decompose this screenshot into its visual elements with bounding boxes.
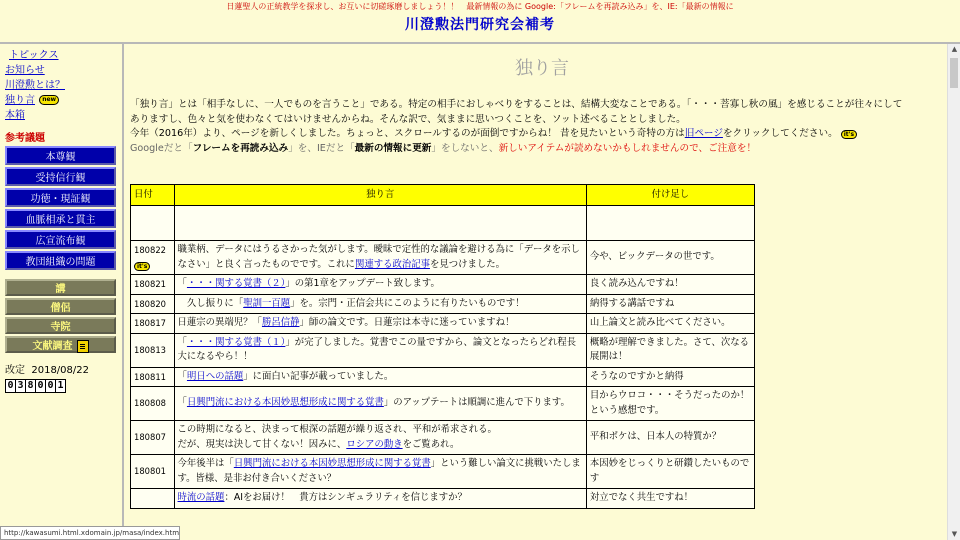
counter-digit: 1 — [55, 379, 66, 393]
row-date-value: 180817 — [134, 318, 166, 328]
nav-link-bookshelf[interactable]: 本箱 — [5, 110, 25, 121]
table-row — [131, 295, 754, 314]
intro-line-1: 「独り言」とは「相手なしに、一人でものを言うこと」である。特定の相手におしゃべりをすることは、結構大変なことである。「・・・菩寡し秋の風」を感じることが往々にして — [130, 99, 903, 110]
table-row — [131, 455, 754, 488]
intro-text — [130, 98, 944, 156]
revision-label: 改定 — [5, 365, 25, 376]
row-monologue — [175, 334, 586, 367]
row-text-tail: を見つけました。 — [429, 258, 505, 270]
row-text: 「 — [177, 397, 187, 409]
row-date-value: 180801 — [134, 466, 166, 477]
table-row — [131, 489, 754, 508]
table-row — [131, 241, 754, 274]
top-notice: 日蓮聖人の正統教学を探求し、お互いに切磋琢磨しましょう！！ 最新情報の為に Google:「フレームを再読み込み」を、IE:「最新の情報に — [226, 2, 734, 11]
row-text: 「 — [177, 278, 187, 289]
table-row — [131, 275, 754, 294]
counter-digit: 8 — [25, 379, 36, 393]
row-monologue — [175, 295, 586, 314]
row-addendum: 良く読み込んですね！ — [587, 275, 754, 294]
row-date — [131, 455, 174, 488]
scroll-down-icon[interactable]: ▼ — [951, 530, 958, 538]
nav-item-monologue — [0, 93, 122, 108]
row-text-tail: 」のアップテートは順調に進んで下ります。 — [383, 397, 570, 409]
row-text-tail: 」の第1章をアップデート致します。 — [285, 278, 440, 289]
table-row — [131, 334, 754, 367]
row-addendum: 山上論文と読み比べてください。 — [587, 314, 754, 333]
row-text: 久し振りに「 — [177, 297, 244, 309]
intro-line-3 — [130, 127, 944, 142]
row-date-value: 180822 — [134, 245, 166, 255]
row-text-tail: 」師の論文です。日蓮宗は本寺に迷っていますね！ — [299, 317, 515, 328]
gray-menu — [5, 279, 116, 353]
row-date-value: 180811 — [134, 371, 166, 382]
main-frame — [124, 44, 960, 540]
nav-link-monologue[interactable]: 独り言 — [5, 95, 35, 106]
row-monologue — [175, 387, 586, 420]
intro-warning: 新しいアイテムが読めないかもしれませんので、ご注意を！ — [498, 142, 757, 154]
topic-button-honzon[interactable]: 本尊観 — [5, 146, 116, 165]
topic-button-kechimyaku[interactable]: 血脈相承と貫主 — [5, 209, 116, 228]
literature-label: 文献調査 — [32, 341, 73, 352]
row-date — [131, 241, 174, 274]
row-text: 今年後半は「 — [177, 458, 234, 469]
row-monologue — [175, 421, 586, 454]
its-badge-icon: it's — [134, 262, 150, 271]
row-date-value: 180807 — [134, 432, 166, 443]
scroll-up-icon[interactable]: ▲ — [951, 45, 958, 53]
revision-date — [5, 361, 122, 376]
row-addendum: 平和ボケは、日本人の特質か？ — [587, 421, 754, 454]
table-row — [131, 368, 754, 387]
row-date — [131, 275, 174, 294]
row-text-tail: 」を。宗門・正信会共にこのように有りたいものです！ — [290, 297, 525, 309]
revision-date-value: 2018/08/22 — [31, 365, 89, 376]
row-monologue — [175, 368, 586, 387]
old-page-link[interactable]: 旧ページ — [684, 128, 723, 139]
row-article-link[interactable]: 日興門流における本因妙思想形成に関する覚書 — [186, 397, 384, 409]
topic-button-kosen-rufu[interactable]: 広宣流布観 — [5, 230, 116, 249]
column-header-addendum: 付け足し — [587, 185, 754, 205]
document-icon — [77, 340, 89, 353]
nav-link-about-kawasumi[interactable]: 川澄勲とは？ — [5, 80, 65, 91]
row-text-tail: 」という難しい論文に挑戦いたします。皆様、是非お付き合いください？ — [177, 458, 581, 484]
row-date — [131, 334, 174, 367]
status-bar-url: http://kawasumi.html.xdomain.jp/masa/index.htm — [0, 526, 180, 540]
menu-button-ko[interactable]: 講 — [5, 279, 116, 296]
row-monologue — [175, 455, 586, 488]
intro-google: Googleだと「 — [130, 142, 193, 154]
top-frame — [0, 0, 960, 44]
row-date-value: 180821 — [134, 279, 166, 289]
table-row — [131, 387, 754, 420]
its-badge-icon: it's — [841, 130, 857, 139]
row-date-value: 180808 — [134, 398, 166, 409]
intro-reload-frame: フレームを再読み込み — [192, 142, 289, 154]
row-addendum: 対立でなく共生ですね！ — [587, 489, 754, 508]
row-article-link[interactable]: ・・・関する覚書（２） — [186, 278, 286, 289]
row-addendum: 本因妙をじっくりと研鑽したいものです — [587, 455, 754, 488]
row-date — [131, 387, 174, 420]
intro-otherwise: 」をしないと、 — [431, 142, 499, 154]
table-row-blank — [131, 206, 754, 240]
row-addendum: 今や、ビックデータの世です。 — [587, 241, 754, 274]
row-addendum: 納得する講話ですね — [587, 295, 754, 314]
table-cell — [587, 206, 754, 240]
row-text: 「 — [177, 336, 187, 348]
counter-digit: 3 — [15, 379, 26, 393]
nav-link-notices[interactable]: お知らせ — [5, 65, 45, 76]
table-cell — [131, 206, 174, 240]
row-article-link[interactable]: 勝呂信静 — [261, 317, 300, 328]
row-date — [131, 368, 174, 387]
intro-ie: 」を、IEだと「 — [288, 142, 355, 154]
visitor-counter — [5, 379, 122, 393]
new-badge-icon: new — [39, 95, 59, 105]
row-addendum: 概略が理解できました。さて、次なる展開は！ — [587, 334, 754, 367]
menu-button-monks[interactable]: 僧侶 — [5, 298, 116, 315]
monologue-table — [130, 184, 755, 509]
counter-digit: 0 — [35, 379, 46, 393]
main-scrollbar[interactable] — [947, 44, 960, 540]
row-monologue — [175, 489, 586, 508]
row-date — [131, 421, 174, 454]
page-title: 独り言 — [515, 58, 569, 79]
table-row — [131, 421, 754, 454]
menu-button-literature[interactable] — [5, 336, 116, 353]
row-article-link[interactable]: 時流の話題 — [177, 492, 225, 503]
row-monologue — [175, 314, 586, 333]
table-header-row — [131, 185, 754, 205]
row-addendum: 目からウロコ・・・そうだったのか！という感想です。 — [587, 387, 754, 420]
row-monologue — [175, 241, 586, 274]
row-text-tail: 」に面白い記事が載っていました。 — [243, 370, 394, 382]
row-date — [131, 489, 174, 508]
site-title: 川澄勲法門研究会補考 — [405, 17, 555, 33]
row-text-tail: 」が完了しました。覚書でこの量ですから、論文となったらどれ程長大になるやら！！ — [177, 336, 577, 362]
column-header-date: 日付 — [131, 185, 174, 205]
table-row — [131, 314, 754, 333]
row-text-tail: ：AIをお届け！ 貴方はシンギュラリティを信じますか？ — [224, 492, 467, 503]
row-date-value: 180820 — [134, 298, 166, 309]
row-article-link[interactable]: ロシアの動き — [346, 438, 403, 450]
row-date — [131, 314, 174, 333]
reference-topics-heading: 参考議題 — [5, 133, 45, 144]
row-text: この時期になると、決まって根深の話題が繰り返され、平和が希求される。 だが、現実は決して甘くない！因みに、 — [177, 424, 497, 450]
menu-button-temples[interactable]: 寺院 — [5, 317, 116, 334]
counter-digit: 0 — [45, 379, 56, 393]
intro-line-2: ありますし、色々と気を使わなくてはいけませんからね。そんな訳で、気ままに思いつくことを、ソット述べることとしました。 — [130, 113, 686, 125]
intro-refresh: 最新の情報に更新 — [354, 142, 432, 154]
row-text: 職業柄、データにはうるさかった気がします。曖昧で定性的な議論を避ける為に「データを示しなさい」と良く言ったものでです。これに — [177, 244, 580, 270]
row-addendum: そうなのですかと納得 — [587, 368, 754, 387]
nav-link-topics[interactable]: トピックス — [9, 50, 59, 61]
counter-digit: 0 — [5, 379, 16, 393]
row-article-link[interactable]: ・・・関する覚書（１） — [186, 336, 286, 348]
intro-line-4 — [130, 142, 944, 157]
topic-button-kudoku-gensho[interactable]: 功徳・現証観 — [5, 188, 116, 207]
topic-button-juji-shingyo[interactable]: 受持信行観 — [5, 167, 116, 186]
row-monologue — [175, 275, 586, 294]
topic-button-organization[interactable]: 教団組織の問題 — [5, 251, 116, 270]
row-text-tail: をご覧あれ。 — [402, 438, 460, 450]
table-cell — [175, 206, 586, 240]
row-text: 「 — [177, 370, 187, 382]
intro-line-3-text: 今年（2016年）より、ページを新しくしました。ちょっと、スクロールするのが面倒ですからね！ 昔を見たいという奇特の方は — [130, 128, 685, 139]
monologue-table-wrapper — [130, 184, 755, 509]
row-date-value: 180813 — [134, 344, 166, 355]
intro-line-3-tail: をクリックしてください。 — [722, 128, 838, 139]
row-date — [131, 295, 174, 314]
scroll-thumb[interactable] — [950, 58, 958, 88]
row-article-link[interactable]: 日興門流における本因妙思想形成に関する覚書 — [233, 458, 431, 469]
column-header-monologue: 独り言 — [175, 185, 586, 205]
row-article-link[interactable]: 関連する政治記事 — [354, 258, 430, 270]
row-article-link[interactable]: 明日への話題 — [186, 370, 244, 382]
left-nav-frame — [0, 44, 124, 528]
row-text: 日蓮宗の異端児？「 — [177, 317, 262, 328]
row-article-link[interactable]: 聖訓一百題 — [243, 297, 291, 309]
